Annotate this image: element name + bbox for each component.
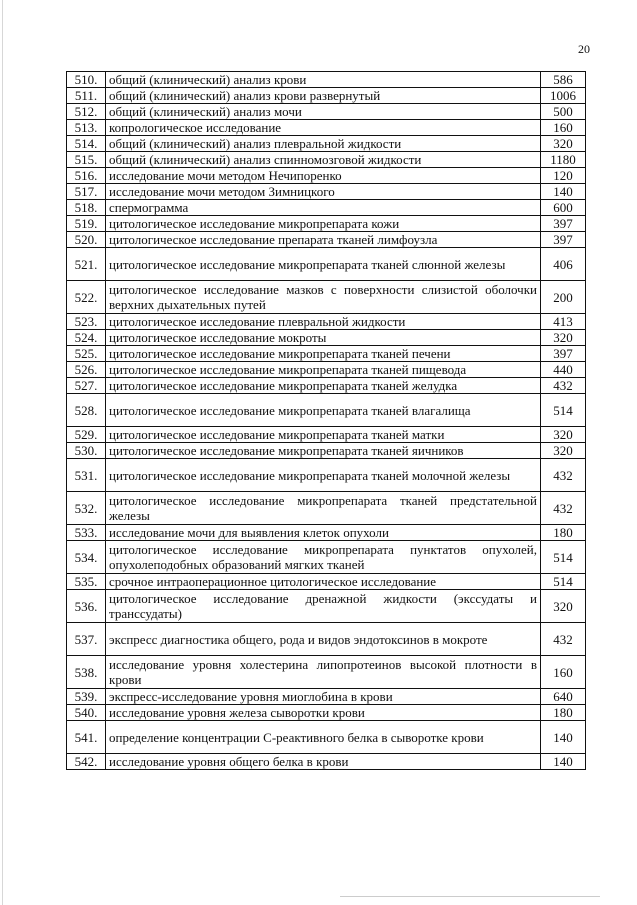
service-name: цитологическое исследование микропрепарата тканей слюнной железы [106,248,541,281]
row-number: 532. [67,492,106,525]
table-row [67,88,586,104]
table-row [67,492,586,525]
row-number: 526. [67,362,106,378]
service-name: цитологическое исследование плевральной жидкости [106,314,541,330]
service-name: экспресс-исследование уровня миоглобина в крови [106,689,541,705]
price-table-container [66,71,586,770]
service-price: 320 [541,427,586,443]
row-number: 516. [67,168,106,184]
row-number: 518. [67,200,106,216]
service-name: цитологическое исследование микропрепарата тканей матки [106,427,541,443]
row-number: 540. [67,705,106,721]
table-row [67,232,586,248]
price-table-body [67,72,586,770]
service-price: 413 [541,314,586,330]
table-row [67,168,586,184]
service-price: 500 [541,104,586,120]
row-number: 524. [67,330,106,346]
service-price: 586 [541,72,586,88]
row-number: 531. [67,459,106,492]
row-number: 538. [67,656,106,689]
table-row [67,754,586,770]
table-row [67,72,586,88]
table-row [67,443,586,459]
page-number: 20 [578,42,590,56]
service-name: цитологическое исследование микропрепарата тканей пищевода [106,362,541,378]
row-number: 537. [67,623,106,656]
service-price: 320 [541,136,586,152]
table-row [67,281,586,314]
table-row [67,362,586,378]
service-price: 514 [541,541,586,574]
service-name: общий (клинический) анализ спинномозговой жидкости [106,152,541,168]
row-number: 523. [67,314,106,330]
row-number: 541. [67,721,106,754]
service-name: спермограмма [106,200,541,216]
service-price: 432 [541,378,586,394]
service-price: 440 [541,362,586,378]
service-price: 160 [541,656,586,689]
service-price: 140 [541,721,586,754]
table-row [67,689,586,705]
row-number: 512. [67,104,106,120]
service-price: 140 [541,184,586,200]
table-row [67,427,586,443]
service-price: 514 [541,394,586,427]
service-price: 320 [541,443,586,459]
service-price: 320 [541,590,586,623]
table-row [67,394,586,427]
scan-edge-line [2,0,3,905]
footer-rule [340,896,600,897]
table-row [67,330,586,346]
service-name: цитологическое исследование препарата тканей лимфоузла [106,232,541,248]
row-number: 511. [67,88,106,104]
service-name: цитологическое исследование микропрепарата тканей печени [106,346,541,362]
service-price: 1180 [541,152,586,168]
table-row [67,459,586,492]
row-number: 530. [67,443,106,459]
row-number: 529. [67,427,106,443]
table-row [67,314,586,330]
price-table [66,71,586,770]
service-price: 432 [541,492,586,525]
service-name: исследование уровня холестерина липопротеинов высокой плотности в крови [106,656,541,689]
service-name: цитологическое исследование дренажной жидкости (экссудаты и транссудаты) [106,590,541,623]
row-number: 536. [67,590,106,623]
table-row [67,200,586,216]
row-number: 514. [67,136,106,152]
service-name: общий (клинический) анализ крови развернутый [106,88,541,104]
table-row [67,590,586,623]
service-price: 180 [541,525,586,541]
table-row [67,104,586,120]
row-number: 542. [67,754,106,770]
service-name: исследование мочи методом Нечипоренко [106,168,541,184]
service-price: 160 [541,120,586,136]
table-row [67,705,586,721]
table-row [67,216,586,232]
table-row [67,136,586,152]
row-number: 517. [67,184,106,200]
service-name: исследование уровня общего белка в крови [106,754,541,770]
service-name: цитологическое исследование микропрепарата тканей желудка [106,378,541,394]
table-row [67,152,586,168]
service-name: цитологическое исследование микропрепарата пунктатов опухолей, опухолеподобных образований мягких тканей [106,541,541,574]
service-price: 180 [541,705,586,721]
table-row [67,623,586,656]
service-price: 600 [541,200,586,216]
table-row [67,656,586,689]
service-name: цитологическое исследование микропрепарата тканей предстательной железы [106,492,541,525]
row-number: 515. [67,152,106,168]
service-name: срочное интраоперационное цитологическое исследование [106,574,541,590]
service-price: 397 [541,346,586,362]
table-row [67,721,586,754]
row-number: 522. [67,281,106,314]
table-row [67,120,586,136]
row-number: 519. [67,216,106,232]
table-row [67,378,586,394]
service-name: общий (клинический) анализ плевральной жидкости [106,136,541,152]
service-name: исследование уровня железа сыворотки крови [106,705,541,721]
service-name: цитологическое исследование микропрепарата тканей влагалища [106,394,541,427]
service-name: цитологическое исследование микропрепарата кожи [106,216,541,232]
table-row [67,541,586,574]
service-name: экспресс диагностика общего, рода и видов эндотоксинов в мокроте [106,623,541,656]
service-price: 200 [541,281,586,314]
service-name: копрологическое исследование [106,120,541,136]
service-name: цитологическое исследование микропрепарата тканей яичников [106,443,541,459]
service-name: общий (клинический) анализ крови [106,72,541,88]
service-price: 397 [541,232,586,248]
service-price: 432 [541,459,586,492]
table-row [67,248,586,281]
service-price: 432 [541,623,586,656]
service-price: 406 [541,248,586,281]
table-row [67,184,586,200]
row-number: 535. [67,574,106,590]
service-name: цитологическое исследование микропрепарата тканей молочной железы [106,459,541,492]
row-number: 533. [67,525,106,541]
service-name: исследование мочи для выявления клеток опухоли [106,525,541,541]
service-price: 397 [541,216,586,232]
row-number: 520. [67,232,106,248]
service-price: 120 [541,168,586,184]
row-number: 513. [67,120,106,136]
service-price: 320 [541,330,586,346]
row-number: 527. [67,378,106,394]
service-price: 1006 [541,88,586,104]
table-row [67,525,586,541]
service-name: определение концентрации C-реактивного белка в сыворотке крови [106,721,541,754]
service-name: общий (клинический) анализ мочи [106,104,541,120]
table-row [67,574,586,590]
service-price: 640 [541,689,586,705]
row-number: 539. [67,689,106,705]
service-price: 514 [541,574,586,590]
service-price: 140 [541,754,586,770]
row-number: 528. [67,394,106,427]
row-number: 525. [67,346,106,362]
service-name: цитологическое исследование мазков с поверхности слизистой оболочки верхних дыхательных путей [106,281,541,314]
row-number: 521. [67,248,106,281]
service-name: цитологическое исследование мокроты [106,330,541,346]
row-number: 510. [67,72,106,88]
table-row [67,346,586,362]
service-name: исследование мочи методом Зимницкого [106,184,541,200]
row-number: 534. [67,541,106,574]
